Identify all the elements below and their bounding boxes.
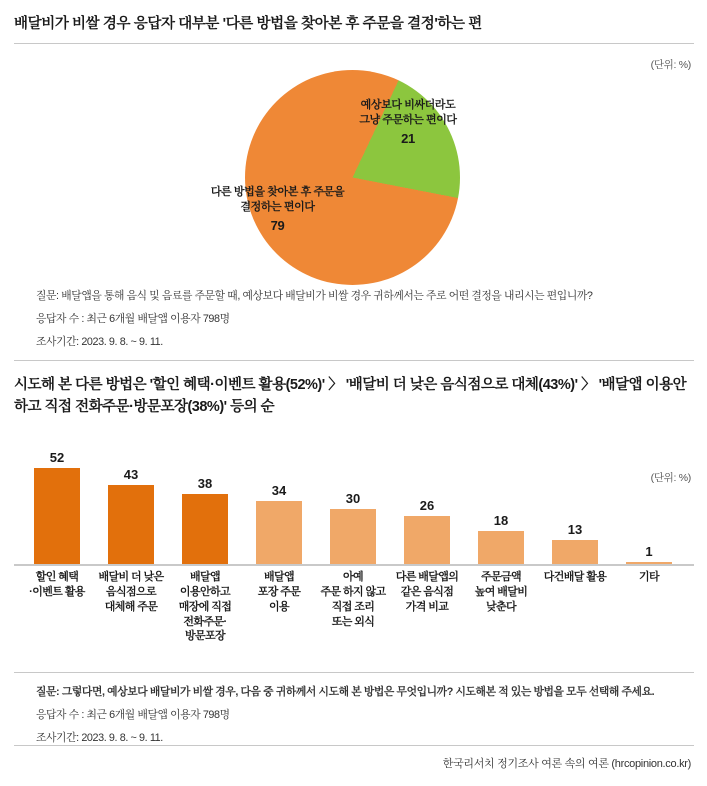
- pie-slice-label-green: [348, 98, 468, 147]
- unit-note-1: (단위: %): [650, 59, 691, 71]
- divider-3: [14, 745, 694, 746]
- bar-value-label: 38: [197, 476, 213, 491]
- divider-2: [14, 672, 694, 673]
- bar-category-label: 아예 주문 하지 않고 직접 조리 또는 외식: [320, 571, 386, 628]
- bar-column: [404, 498, 450, 564]
- pie-label-orange-line1: 다른 방법을 찾아본 후 주문을 결정하는 편이다: [210, 186, 345, 213]
- bar-rect: [330, 509, 376, 564]
- bar-value-label: 26: [419, 498, 435, 513]
- bar-rect: [182, 494, 228, 564]
- bar-column: [108, 467, 154, 564]
- bar-category-label: 배달앱 포장 주문 이용: [257, 571, 301, 613]
- bar-rect: [404, 516, 450, 564]
- bar-rect: [108, 485, 154, 564]
- pie-slice-label-orange: [190, 185, 365, 234]
- bar-value-label: 13: [567, 522, 583, 537]
- bar-chart-categories: [14, 570, 694, 666]
- bar-value-label: 34: [271, 483, 287, 498]
- bar-category-label: 다건배달 활용: [543, 571, 607, 583]
- section1-respondents: 응답자 수 : 최근 6개월 배달앱 이용자 798명: [36, 313, 230, 325]
- bar-value-label: 52: [49, 450, 65, 465]
- bar-value-label: 30: [345, 491, 361, 506]
- source-credit: 한국리서치 정기조사 여론 속의 여론 (hrcopinion.co.kr): [442, 758, 691, 770]
- bar-column: [256, 483, 302, 564]
- bar-chart-baseline: [14, 564, 694, 566]
- bar-rect: [478, 531, 524, 564]
- section2-question: 질문: 그렇다면, 예상보다 배달비가 비쌀 경우, 다음 중 귀하께서 시도해 본 방법은 무엇입니까? 시도해본 적 있는 방법을 모두 선택해 주세요.: [36, 686, 655, 698]
- bar-column: [478, 513, 524, 564]
- bar-category-label: 배달비 더 낮은 음식점으로 대체해 주문: [98, 571, 164, 613]
- section2-headline: 시도해 본 다른 방법은 '할인 혜택·이벤트 활용(52%)' 〉 '배달비 더 낮은 음식점으로 대체(43%)' 〉 '배달앱 이용안하고 직접 전화주문·방문포장(38%)' 등의 순: [14, 377, 687, 416]
- bar-column: [34, 450, 80, 564]
- bar-value-label: 1: [645, 544, 653, 559]
- bar-rect: [256, 501, 302, 564]
- pie-label-green-line1: 예상보다 비싸더라도 그냥 주문하는 편이다: [359, 99, 457, 126]
- unit-note-2: (단위: %): [650, 472, 691, 484]
- bar-column: [330, 491, 376, 564]
- bar-category-label: 배달앱 이용안하고 매장에 직접 전화주문· 방문포장: [178, 571, 232, 643]
- pie-label-orange-value: 79: [270, 217, 285, 233]
- bar-rect: [34, 468, 80, 564]
- bar-chart-bars: [14, 452, 694, 564]
- bar-column: [552, 522, 598, 564]
- section1-question: 질문: 배달앱을 통해 음식 및 음료를 주문할 때, 예상보다 배달비가 비쌀 경우 귀하께서는 주로 어떤 결정을 내리시는 편입니까?: [36, 290, 593, 302]
- bar-value-label: 18: [493, 513, 509, 528]
- bar-value-label: 43: [123, 467, 139, 482]
- pie-label-green-value: 21: [401, 130, 415, 146]
- bar-category-label: 할인 혜택 ·이벤트 활용: [29, 571, 85, 598]
- bar-category-label: 기타: [638, 571, 660, 583]
- section1-period: 조사기간: 2023. 9. 8. ~ 9. 11.: [36, 336, 163, 348]
- bar-column: [182, 476, 228, 564]
- section1-headline: 배달비가 비쌀 경우 응답자 대부분 '다른 방법을 찾아본 후 주문을 결정'하는 편: [14, 14, 694, 44]
- section2-respondents: 응답자 수 : 최근 6개월 배달앱 이용자 798명: [36, 709, 230, 721]
- bar-rect: [552, 540, 598, 564]
- bar-category-label: 다른 배달앱의 같은 음식점 가격 비교: [395, 571, 459, 613]
- bar-category-label: 주문금액 높여 배달비 낮춘다: [474, 571, 528, 613]
- bar-column: [626, 544, 672, 564]
- divider-1: [14, 360, 694, 361]
- section2-period: 조사기간: 2023. 9. 8. ~ 9. 11.: [36, 732, 163, 744]
